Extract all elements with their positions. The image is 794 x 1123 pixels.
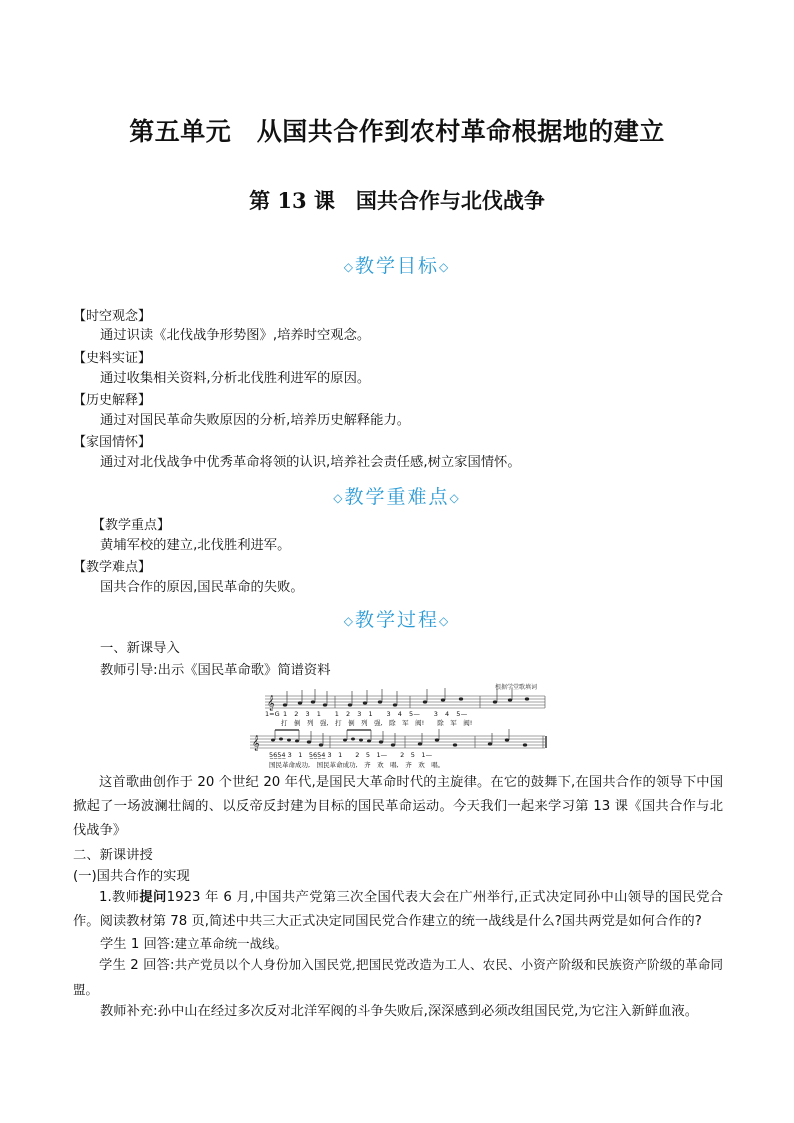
student-2-text: 共产党员以个人身份加入国民党,把国民党改造为工人、农民、小资产阶级和民族资产阶级的革命同盟。 <box>73 957 723 997</box>
goal-tag: 【史料实证】 <box>73 351 152 366</box>
svg-text:𝄞: 𝄞 <box>252 736 260 751</box>
song-line1-numbers: 1 2 3 1 1 2 3 1 3 4 5— 3 4 5— <box>283 710 468 718</box>
svg-text:𝄞: 𝄞 <box>267 696 275 711</box>
question-text: 1923 年 6 月,中国共产党第三次全国代表大会在广州举行,正式决定同孙中山领导的国民党合作。阅读教材第 78 页,简述中共三大正式决定同国民党合作建立的统一战线是什么?国共两党是如何合作的? <box>73 890 724 929</box>
student-1-label: 学生 1 回答: <box>100 937 175 952</box>
diamond-icon: ◇ <box>439 614 451 628</box>
goal-tag: 【家国情怀】 <box>73 435 152 450</box>
intro-heading: 一、新课导入 <box>100 641 180 656</box>
lecture-heading: 二、新课讲授 <box>73 848 153 863</box>
question-keyword: 提问 <box>139 890 167 905</box>
song-line1-lyrics: 打 倒 列 强, 打 倒 列 强, 除 军 阀! 除 军 阀! <box>281 719 473 727</box>
intro-teacher: 教师引导:出示《国民革命歌》简谱资料 <box>100 663 331 678</box>
goal-text: 通过识读《北伐战争形势图》,培养时空观念。 <box>100 328 371 343</box>
diamond-icon: ◇ <box>343 614 355 628</box>
sub-heading: (一)国共合作的实现 <box>73 869 190 884</box>
key-point-tag: 【教学难点】 <box>73 560 152 575</box>
goal-tag: 【历史解释】 <box>73 393 152 408</box>
song-key: 1=G <box>265 710 280 718</box>
goal-text: 通过收集相关资料,分析北伐胜利进军的原因。 <box>100 371 371 386</box>
key-point-text: 黄埔军校的建立,北伐胜利进军。 <box>100 538 291 553</box>
student-1-answer <box>100 933 287 955</box>
song-score <box>245 686 555 776</box>
song-line2-lyrics: 国民革命成功, 国民革命成功, 齐 欢 唱, 齐 欢 唱。 <box>269 761 445 769</box>
goal-tag: 【时空观念】 <box>73 309 152 324</box>
question-prefix: 1.教师 <box>99 890 140 905</box>
diamond-icon: ◇ <box>333 491 345 505</box>
goal-text: 通过对国民革命失败原因的分析,培养历史解释能力。 <box>100 413 411 428</box>
key-point-text: 国共合作的原因,国民革命的失败。 <box>100 580 304 595</box>
section-heading-process: ◇教学过程◇ <box>343 609 451 631</box>
section-heading-key-points: ◇教学重难点◇ <box>333 486 461 508</box>
song-line2-numbers: 5̲6̲5̲4̲ 3 1 5̲6̲5̲4̲ 3 1 2 5 1— 2 5 1— <box>269 751 433 759</box>
diamond-icon: ◇ <box>343 260 355 274</box>
student-2-label: 学生 2 回答: <box>99 958 175 973</box>
lesson-title: 第 13 课 国共合作与北伐战争 <box>249 188 545 213</box>
song-caption: 根据学堂歌填词 <box>495 684 538 691</box>
student-1-text: 建立革命统一战线。 <box>174 936 288 951</box>
goal-text: 通过对北伐战争中优秀革命将领的认识,培养社会责任感,树立家国情怀。 <box>100 455 521 470</box>
diamond-icon: ◇ <box>449 491 461 505</box>
unit-title: 第五单元 从国共合作到农村革命根据地的建立 <box>129 117 665 146</box>
diamond-icon: ◇ <box>439 260 451 274</box>
section-heading-goals: ◇教学目标◇ <box>343 255 451 277</box>
question-paragraph <box>73 886 723 934</box>
teacher-supplement: 教师补充:孙中山在经过多次反对北洋军阀的斗争失败后,深深感到必须改组国民党,为它注入新鲜血液。 <box>100 1004 698 1019</box>
intro-paragraph: 这首歌曲创作于 20 个世纪 20 年代,是国民大革命时代的主旋律。在它的鼓舞下,在国共合作的领导下中国掀起了一场波澜壮阔的、以反帝反封建为目标的国民革命运动。今天我们一起来学习第 13 课《国共合作与北伐战争》 <box>73 775 723 838</box>
key-point-tag: 【教学重点】 <box>92 518 171 533</box>
student-2-answer <box>73 953 723 1003</box>
